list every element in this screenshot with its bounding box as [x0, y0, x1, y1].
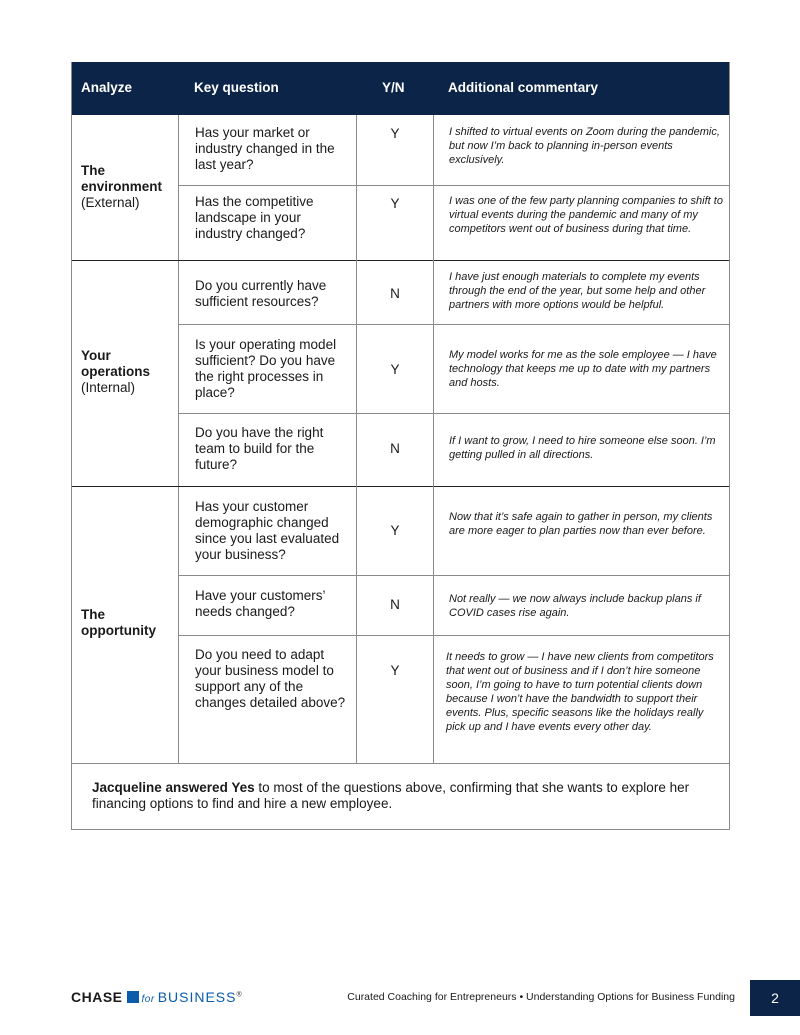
logo-business: BUSINESS	[157, 989, 237, 1005]
analysis-table	[71, 62, 730, 763]
chase-octagon-icon	[127, 991, 139, 1003]
footer-text: Curated Coaching for Entrepreneurs • Understanding Options for Business Funding	[347, 991, 735, 1003]
row-yn: Y	[390, 126, 400, 141]
group-label	[81, 163, 176, 211]
row-yn: Y	[390, 362, 400, 377]
table-row	[179, 414, 729, 487]
row-commentary: If I want to grow, I need to hire someone else soon. I’m getting pulled in all directions.	[449, 435, 716, 461]
group-operations	[72, 261, 729, 487]
row-yn: Y	[390, 196, 400, 211]
logo-for: for	[141, 994, 155, 1005]
chase-for-business-logo	[71, 989, 242, 1005]
row-commentary: I shifted to virtual events on Zoom during the pandemic, but now I’m back to planning in-person events exclusively.	[449, 126, 720, 166]
row-question: Do you have the right team to build for the future?	[195, 425, 324, 472]
logo-registered: ®	[236, 991, 243, 999]
group-label	[81, 607, 176, 639]
header-yn: Y/N	[382, 80, 405, 95]
table-header	[72, 62, 729, 115]
group-subtitle: (External)	[81, 195, 140, 210]
group-label	[81, 348, 176, 396]
row-question: Has your market or industry changed in the last year?	[195, 125, 335, 172]
group-opportunity	[72, 487, 729, 763]
table-row	[179, 115, 729, 186]
row-yn: N	[390, 597, 400, 612]
group-subtitle: (Internal)	[81, 380, 136, 395]
table-row	[179, 576, 729, 636]
row-question: Has your customer demographic changed since you last evaluated your business?	[195, 499, 340, 562]
header-commentary: Additional commentary	[448, 80, 599, 95]
row-commentary: I was one of the few party planning companies to shift to virtual events during the pandemic and many of my competitors went out of business during that time.	[449, 195, 723, 235]
row-commentary: Now that it’s safe again to gather in person, my clients are more eager to plan parties now than ever before.	[449, 511, 713, 537]
table-row	[179, 325, 729, 414]
table-row	[179, 636, 729, 763]
row-question: Is your operating model sufficient? Do you have the right processes in place?	[195, 337, 337, 400]
summary-box	[71, 763, 730, 830]
row-question: Do you need to adapt your business model to support any of the changes detailed above?	[195, 647, 346, 710]
group-title: The opportunity	[81, 607, 156, 638]
row-yn: Y	[390, 523, 400, 538]
header-analyze: Analyze	[81, 80, 133, 95]
row-question: Do you currently have sufficient resources?	[195, 278, 327, 309]
page-number: 2	[750, 980, 800, 1016]
table-row	[179, 261, 729, 325]
table-row	[179, 186, 729, 261]
table-row	[179, 487, 729, 576]
row-yn: N	[390, 286, 400, 301]
summary-bold: Jacqueline answered Yes	[92, 780, 255, 795]
row-question: Have your customers’ needs changed?	[195, 588, 326, 619]
row-commentary: Not really — we now always include backup plans if COVID cases rise again.	[449, 593, 701, 619]
group-title: Your operations	[81, 348, 151, 379]
group-environment	[72, 115, 729, 261]
page-footer	[0, 980, 800, 1016]
logo-chase: CHASE	[71, 989, 123, 1005]
row-commentary: I have just enough materials to complete my events through the end of the year, but some help and other partners with more options would be helpful.	[449, 271, 706, 311]
summary-text: to most of the questions above, confirming that she wants to explore her financing options to find and hire a new employee.	[92, 780, 690, 811]
row-yn: N	[390, 441, 400, 456]
row-commentary: My model works for me as the sole employee — I have technology that keeps me up to date with my partners and hosts.	[449, 349, 717, 389]
row-yn: Y	[390, 663, 400, 678]
header-key-question: Key question	[194, 80, 279, 95]
group-title: The environment	[81, 163, 163, 194]
row-commentary: It needs to grow — I have new clients from competitors that went out of business and if I don’t hire someone soon, I’m going to have to turn potential clients down because I won’t have the bandwidth to support their events. Plus, specific seasons like the holidays really pick up and I have events every other day.	[446, 651, 714, 733]
row-question: Has the competitive landscape in your industry changed?	[195, 194, 314, 241]
